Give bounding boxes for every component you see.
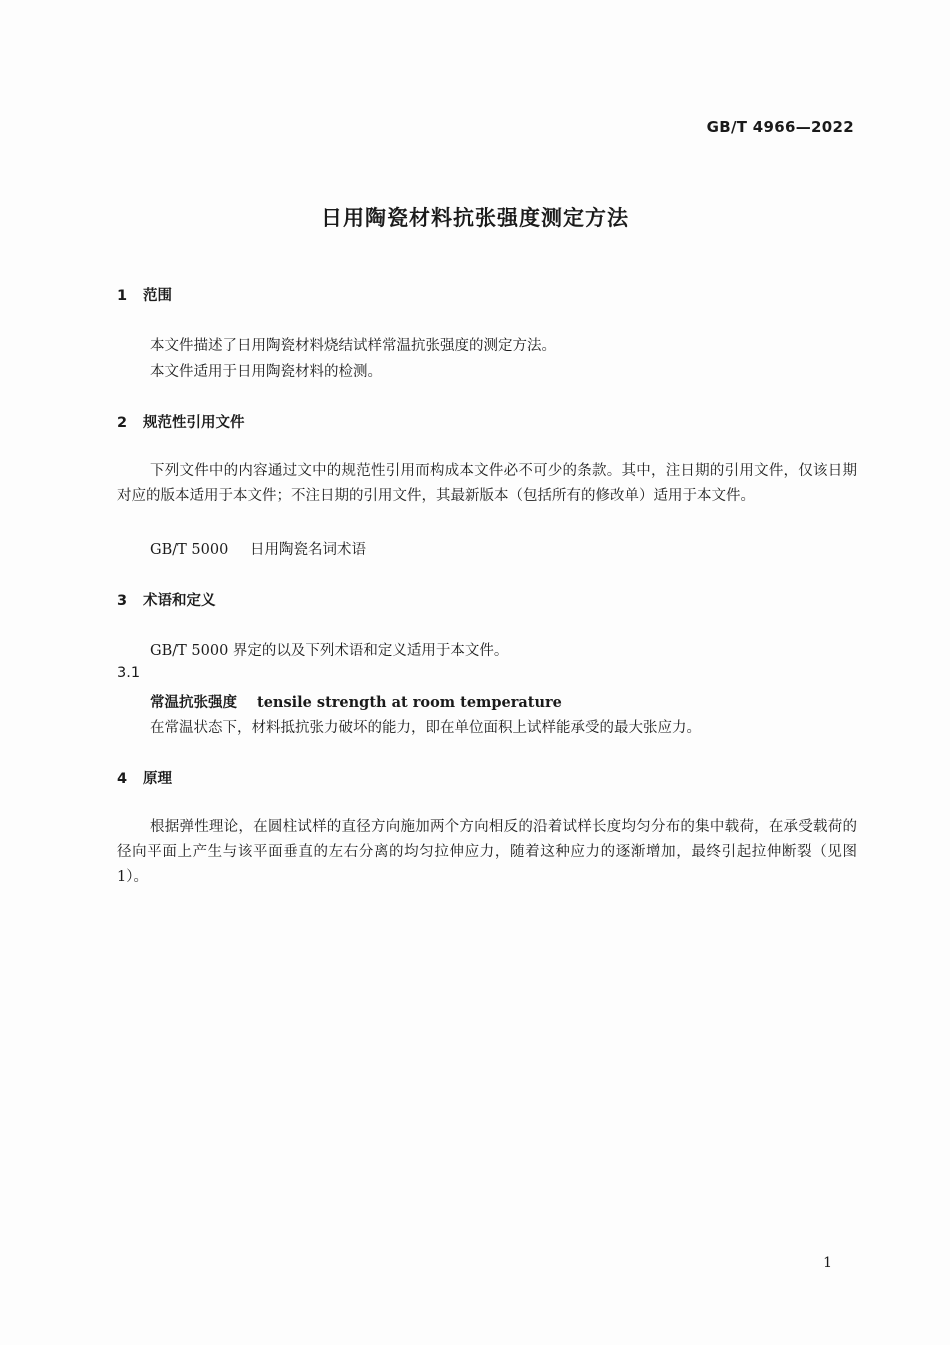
section-1-heading — [117, 284, 172, 305]
term-definition: 在常温状态下，材料抵抗张力破坏的能力，即在单位面积上试样能承受的最大张应力。 — [150, 720, 701, 736]
page-number: 1 — [823, 1255, 832, 1271]
section-number: 1 — [117, 288, 128, 304]
normative-references-paragraph: 下列文件中的内容通过文中的规范性引用而构成本文件必不可少的条款。其中，注日期的引用文件，仅该日期对应的版本适用于本文件；不注日期的引用文件，其最新版本（包括所有的修改单）适用于本文件。 — [117, 463, 857, 504]
section-number: 4 — [117, 771, 128, 787]
term-english: tensile strength at room temperature — [257, 694, 562, 711]
section-2-heading — [117, 411, 245, 432]
section-title: 原理 — [143, 771, 172, 787]
scope-line-1: 本文件描述了日用陶瓷材料烧结试样常温抗张强度的测定方法。 — [150, 338, 556, 354]
subclause-number: 3.1 — [117, 665, 141, 681]
reference-entry — [150, 538, 366, 559]
principle-paragraph: 根据弹性理论，在圆柱试样的直径方向施加两个方向相反的沿着试样长度均匀分布的集中载荷，在承受载荷的径向平面上产生与该平面垂直的左右分离的均匀拉伸应力，随着这种应力的逐渐增加，最终引起拉伸断裂（见图 1）。 — [117, 819, 857, 885]
reference-code: GB/T 5000 — [150, 542, 229, 558]
term-entry — [150, 691, 562, 712]
section-4-heading — [117, 767, 172, 788]
section-title: 规范性引用文件 — [143, 415, 245, 431]
term-chinese: 常温抗张强度 — [150, 695, 237, 711]
reference-name: 日用陶瓷名词术语 — [250, 542, 366, 558]
section-number: 2 — [117, 415, 128, 431]
section-title: 术语和定义 — [143, 593, 216, 609]
scope-line-2: 本文件适用于日用陶瓷材料的检测。 — [150, 364, 382, 380]
section-number: 3 — [117, 593, 128, 609]
standard-code: GB/T 4966—2022 — [706, 118, 854, 136]
section-3-heading — [117, 589, 216, 610]
section-title: 范围 — [143, 288, 172, 304]
document-title: 日用陶瓷材料抗张强度测定方法 — [321, 206, 629, 230]
terms-intro: GB/T 5000 界定的以及下列术语和定义适用于本文件。 — [150, 643, 509, 659]
